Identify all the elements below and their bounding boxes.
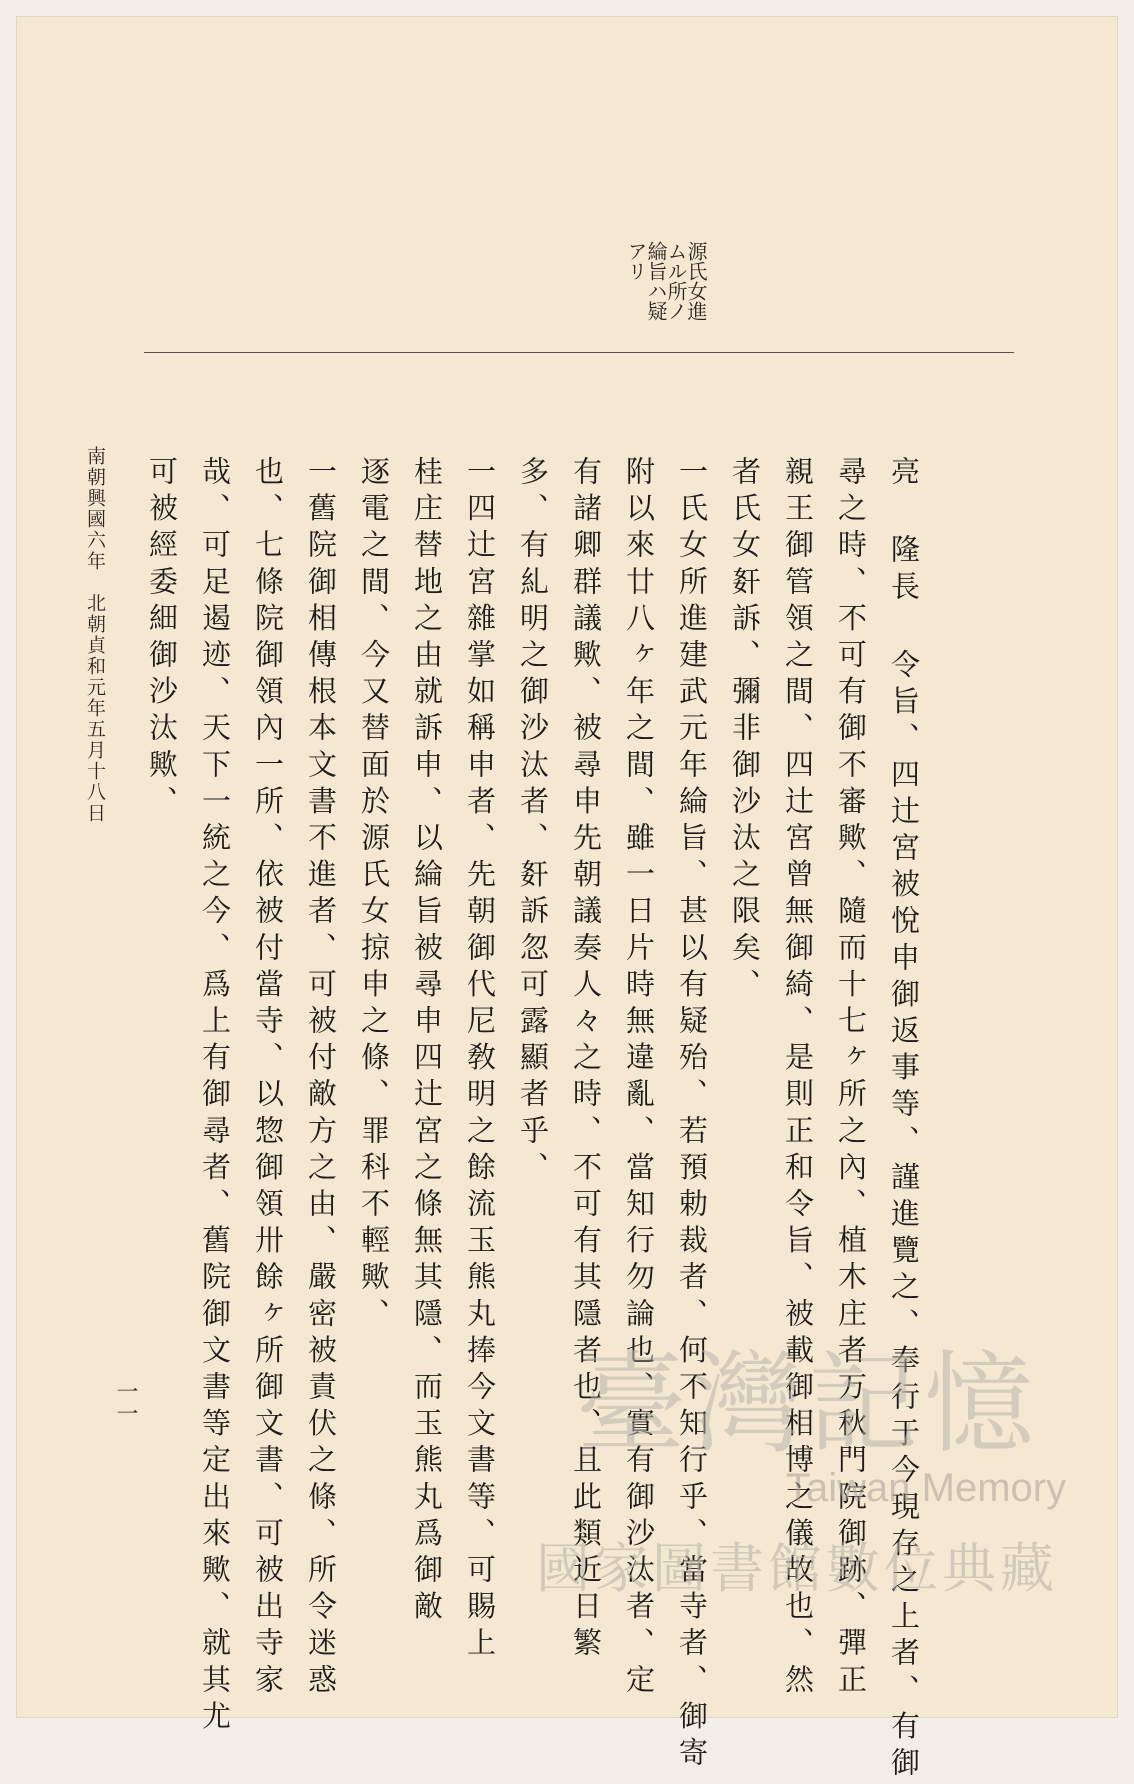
watermark-english: Taiwan Memory xyxy=(786,1466,1067,1510)
text-column: 一氏女所進建武元年綸旨、甚以有疑殆、若預勅裁者、何不知行乎、當寺者、御寄 xyxy=(675,456,709,1774)
text-column: 有諸卿群議歟、被尋申先朝議奏人々之時、不可有其隱者也、且此類近日繁 xyxy=(569,456,603,1664)
text-column: 也、七條院御領內一所、依被付當寺、以惣御領卅餘ヶ所御文書、可被出寺家 xyxy=(251,456,285,1701)
margin-note-line: 綸旨ハ疑 xyxy=(644,241,668,321)
margin-note-line: 源氏女進 xyxy=(684,241,708,321)
text-column: 可被經委細御沙汰歟、 xyxy=(145,456,179,822)
text-column: 尋之時、不可有御不審歟、隨而十七ヶ所之內、植木庄者万秋門院御跡、彈正 xyxy=(834,456,868,1701)
text-column: 一四辻宮雜掌如稱申者、先朝御代尼敎明之餘流玉熊丸捧今文書等、可賜上 xyxy=(463,456,497,1664)
page-number: 一一 xyxy=(113,1380,138,1424)
footer-date: 南朝興國六年 北朝貞和元年五月十八日 xyxy=(84,446,106,824)
watermark-library: 國家圖書館數位典藏 xyxy=(536,1537,1058,1600)
text-column: 一舊院御相傳根本文書不進者、可被付敵方之由、嚴密被責伏之條、所令迷惑 xyxy=(304,456,338,1701)
document-page xyxy=(16,16,1118,1784)
margin-note-line: アリ xyxy=(624,241,648,281)
text-column: 者氏女姧訴、彌非御沙汰之限矣、 xyxy=(728,456,762,1005)
header-rule xyxy=(144,352,1014,353)
watermark-logo-text: 臺灣記憶 xyxy=(576,1340,1040,1468)
text-column: 多、有糺明之御沙汰者、姧訴忽可露顯者乎、 xyxy=(516,456,550,1188)
text-column: 亮 隆長 令旨、四辻宮被悅申御返事等、謹進覽之、奉行于今現存之上者、有御 xyxy=(887,456,921,1784)
text-column: 哉、可足遏迹、天下一統之今、爲上有御尋者、舊院御文書等定出來歟、就其尤 xyxy=(198,456,232,1737)
margin-note-line: ムル所ノ xyxy=(664,241,688,321)
text-column: 附以來廿八ヶ年之間、雖一日片時無違亂、當知行勿論也、實有御沙汰者、定 xyxy=(622,456,656,1701)
text-column: 桂庄替地之由就訴申、以綸旨被尋申四辻宮之條無其隱、而玉熊丸爲御敵 xyxy=(410,456,444,1628)
text-column: 逐電之間、今又替面於源氏女掠申之條、罪科不輕歟、 xyxy=(357,456,391,1335)
text-column: 親王御管領之間、四辻宮曾無御綺、是則正和令旨、被載御相博之儀故也、然 xyxy=(781,456,815,1701)
